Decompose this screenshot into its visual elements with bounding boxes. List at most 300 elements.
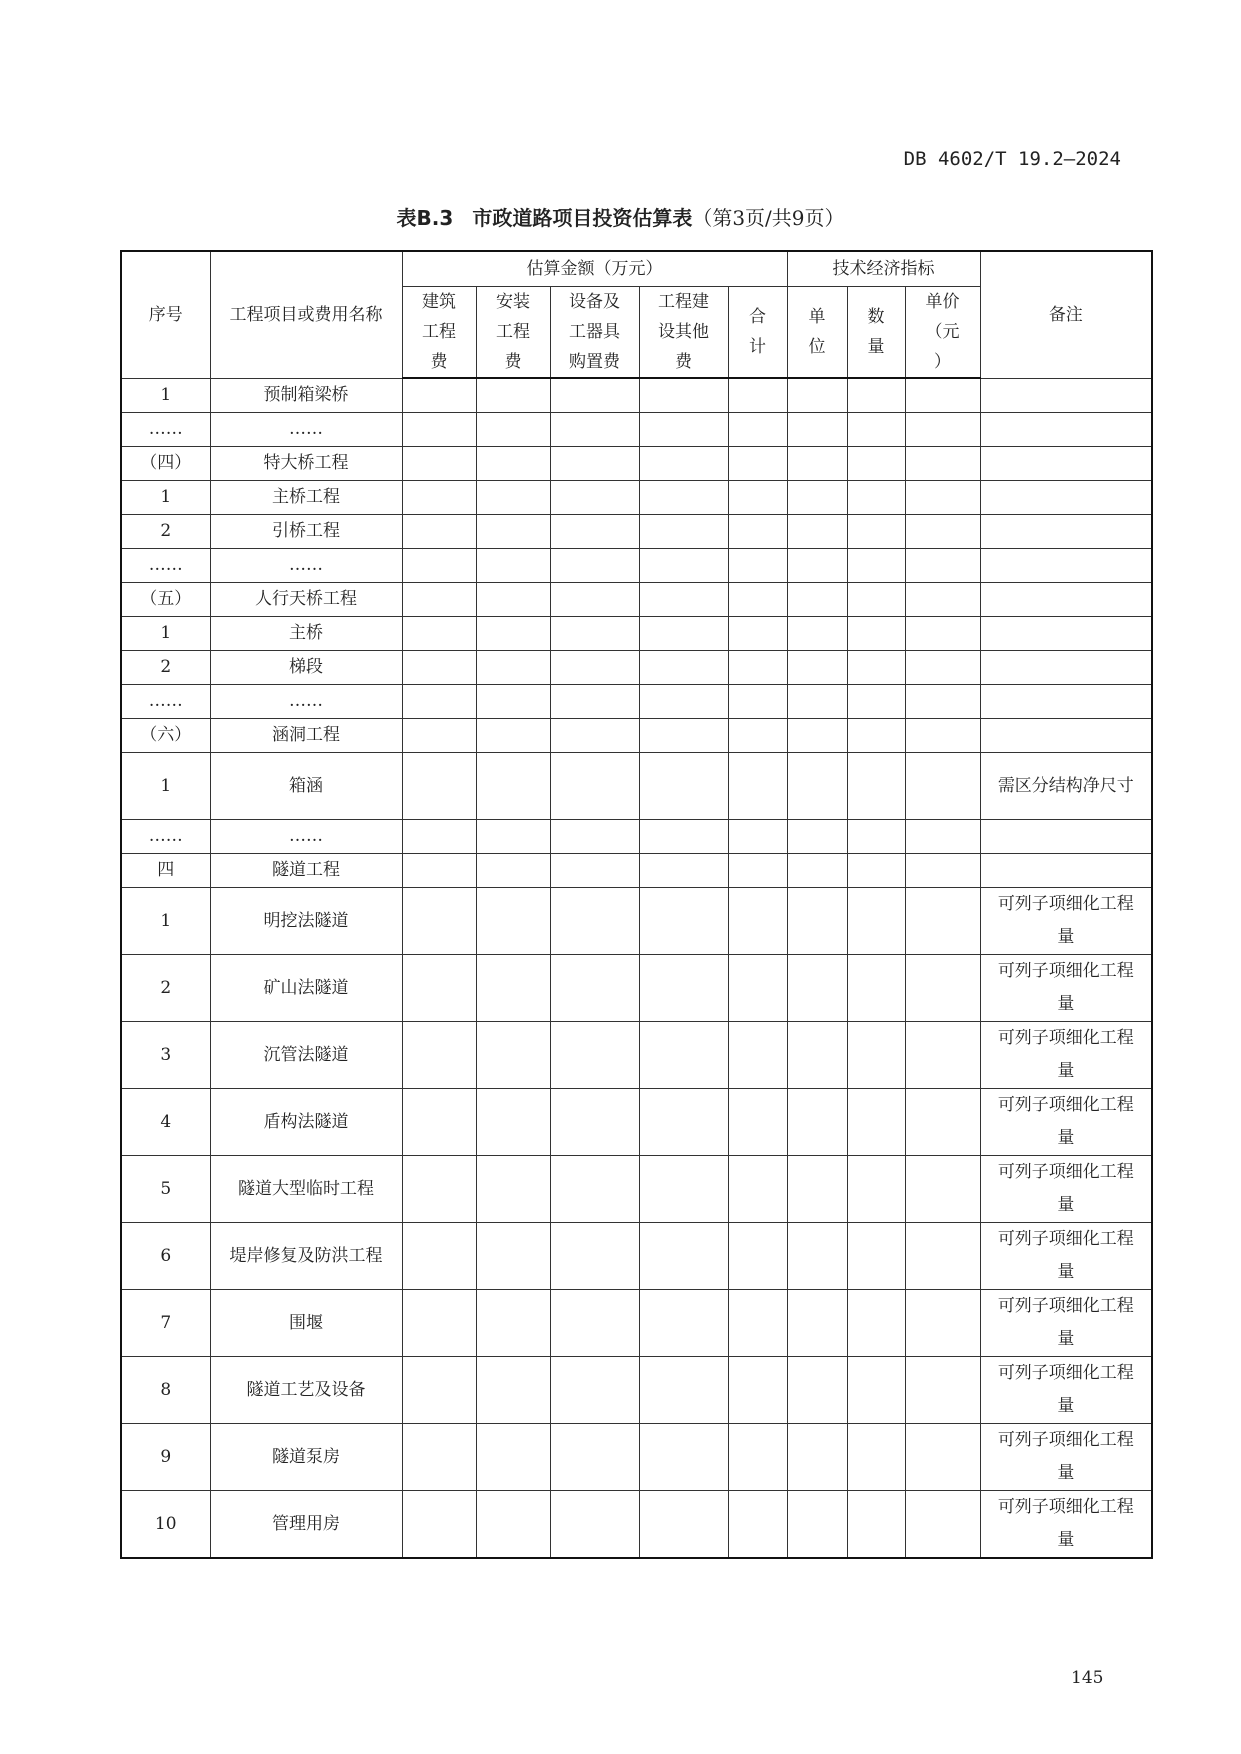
row-name: …… (210, 413, 402, 447)
empty-cell (402, 1223, 476, 1290)
table-row (121, 583, 1152, 617)
row-name: 堤岸修复及防洪工程 (210, 1223, 402, 1290)
row-name: 隧道工程 (210, 854, 402, 888)
empty-cell (476, 515, 550, 549)
row-seq: 10 (121, 1491, 210, 1559)
empty-cell (402, 481, 476, 515)
empty-cell (402, 1424, 476, 1491)
row-seq: 2 (121, 955, 210, 1022)
table-row (121, 515, 1152, 549)
row-seq: …… (121, 685, 210, 719)
empty-cell (728, 651, 787, 685)
empty-cell (728, 481, 787, 515)
empty-cell (787, 1424, 847, 1491)
empty-cell (728, 719, 787, 753)
empty-cell (402, 1290, 476, 1357)
row-name: 隧道工艺及设备 (210, 1357, 402, 1424)
empty-cell (905, 820, 980, 854)
row-remark: 可列子项细化工程量 (980, 1156, 1152, 1223)
empty-cell (639, 651, 728, 685)
row-name: …… (210, 549, 402, 583)
empty-cell (550, 413, 639, 447)
empty-cell (728, 378, 787, 413)
header-cost-col: 合 计 (728, 287, 787, 379)
row-seq: 2 (121, 515, 210, 549)
investment-estimate-table (120, 250, 1153, 1559)
table-row (121, 549, 1152, 583)
row-remark: 可列子项细化工程量 (980, 1022, 1152, 1089)
row-seq: 3 (121, 1022, 210, 1089)
empty-cell (402, 820, 476, 854)
empty-cell (728, 955, 787, 1022)
empty-cell (476, 481, 550, 515)
empty-cell (639, 549, 728, 583)
row-name: 引桥工程 (210, 515, 402, 549)
empty-cell (639, 447, 728, 481)
empty-cell (639, 1491, 728, 1559)
row-remark (980, 481, 1152, 515)
row-remark (980, 719, 1152, 753)
empty-cell (728, 1491, 787, 1559)
page-number: 145 (1071, 1668, 1104, 1688)
empty-cell (728, 1089, 787, 1156)
table-row (121, 1357, 1152, 1424)
table-row (121, 685, 1152, 719)
empty-cell (905, 1357, 980, 1424)
empty-cell (639, 617, 728, 651)
empty-cell (905, 1156, 980, 1223)
empty-cell (905, 955, 980, 1022)
empty-cell (639, 1156, 728, 1223)
row-remark (980, 820, 1152, 854)
header-tech-col: 数 量 (847, 287, 905, 379)
document-id: DB 4602/T 19.2—2024 (903, 148, 1121, 170)
row-name: 隧道大型临时工程 (210, 1156, 402, 1223)
row-seq: 1 (121, 617, 210, 651)
empty-cell (787, 1491, 847, 1559)
empty-cell (847, 617, 905, 651)
empty-cell (476, 549, 550, 583)
header-cost-col: 安装 工程 费 (476, 287, 550, 379)
header-remark: 备注 (980, 251, 1152, 378)
empty-cell (847, 1089, 905, 1156)
empty-cell (402, 854, 476, 888)
empty-cell (550, 1290, 639, 1357)
header-tech-col: 单 位 (787, 287, 847, 379)
empty-cell (550, 685, 639, 719)
empty-cell (550, 1491, 639, 1559)
row-seq: 5 (121, 1156, 210, 1223)
header-tech-col: 单价 （元 ） (905, 287, 980, 379)
empty-cell (550, 549, 639, 583)
empty-cell (728, 549, 787, 583)
row-remark: 可列子项细化工程量 (980, 1290, 1152, 1357)
empty-cell (787, 1089, 847, 1156)
table-row (121, 1089, 1152, 1156)
row-name: …… (210, 820, 402, 854)
empty-cell (905, 1089, 980, 1156)
row-remark (980, 854, 1152, 888)
table-row (121, 651, 1152, 685)
row-remark (980, 549, 1152, 583)
empty-cell (905, 378, 980, 413)
empty-cell (847, 549, 905, 583)
empty-cell (476, 1089, 550, 1156)
empty-cell (639, 1089, 728, 1156)
empty-cell (639, 1022, 728, 1089)
row-remark: 可列子项细化工程量 (980, 955, 1152, 1022)
empty-cell (402, 685, 476, 719)
empty-cell (905, 515, 980, 549)
empty-cell (476, 1491, 550, 1559)
row-seq: 1 (121, 888, 210, 955)
empty-cell (402, 413, 476, 447)
empty-cell (550, 1223, 639, 1290)
row-seq: 1 (121, 378, 210, 413)
empty-cell (905, 1290, 980, 1357)
empty-cell (905, 583, 980, 617)
row-remark: 可列子项细化工程量 (980, 1491, 1152, 1559)
empty-cell (476, 854, 550, 888)
empty-cell (787, 820, 847, 854)
row-remark (980, 378, 1152, 413)
empty-cell (728, 753, 787, 820)
header-seq: 序号 (121, 251, 210, 378)
row-seq: 1 (121, 481, 210, 515)
empty-cell (787, 617, 847, 651)
row-remark (980, 413, 1152, 447)
empty-cell (847, 1357, 905, 1424)
empty-cell (402, 1089, 476, 1156)
table-row (121, 753, 1152, 820)
table-name: 市政道路项目投资估算表 (472, 206, 693, 230)
row-name: 围堰 (210, 1290, 402, 1357)
empty-cell (476, 955, 550, 1022)
empty-cell (847, 820, 905, 854)
empty-cell (787, 378, 847, 413)
row-name: 特大桥工程 (210, 447, 402, 481)
table-row (121, 1424, 1152, 1491)
empty-cell (787, 651, 847, 685)
empty-cell (402, 583, 476, 617)
table-row (121, 447, 1152, 481)
row-name: 明挖法隧道 (210, 888, 402, 955)
empty-cell (728, 888, 787, 955)
empty-cell (905, 753, 980, 820)
empty-cell (787, 515, 847, 549)
empty-cell (402, 719, 476, 753)
row-name: 主桥工程 (210, 481, 402, 515)
table-row (121, 820, 1152, 854)
empty-cell (787, 583, 847, 617)
empty-cell (905, 854, 980, 888)
table-row (121, 854, 1152, 888)
empty-cell (905, 447, 980, 481)
row-name: …… (210, 685, 402, 719)
empty-cell (550, 854, 639, 888)
row-remark (980, 515, 1152, 549)
empty-cell (639, 413, 728, 447)
table-row (121, 413, 1152, 447)
empty-cell (550, 515, 639, 549)
row-name: 沉管法隧道 (210, 1022, 402, 1089)
row-name: 预制箱梁桥 (210, 378, 402, 413)
empty-cell (728, 583, 787, 617)
empty-cell (787, 549, 847, 583)
header-tech-group: 技术经济指标 (787, 251, 980, 287)
empty-cell (905, 1424, 980, 1491)
empty-cell (847, 447, 905, 481)
empty-cell (847, 1290, 905, 1357)
table-label: 表B.3 (396, 206, 454, 230)
empty-cell (847, 481, 905, 515)
row-name: 人行天桥工程 (210, 583, 402, 617)
table-row (121, 481, 1152, 515)
row-name: 盾构法隧道 (210, 1089, 402, 1156)
empty-cell (639, 719, 728, 753)
empty-cell (787, 955, 847, 1022)
row-name: 矿山法隧道 (210, 955, 402, 1022)
empty-cell (402, 378, 476, 413)
row-remark: 需区分结构净尺寸 (980, 753, 1152, 820)
row-name: 箱涵 (210, 753, 402, 820)
empty-cell (550, 719, 639, 753)
empty-cell (476, 820, 550, 854)
empty-cell (905, 719, 980, 753)
row-seq: 9 (121, 1424, 210, 1491)
empty-cell (639, 481, 728, 515)
empty-cell (728, 1022, 787, 1089)
header-cost-group: 估算金额（万元） (402, 251, 787, 287)
empty-cell (639, 820, 728, 854)
empty-cell (905, 888, 980, 955)
empty-cell (550, 1089, 639, 1156)
row-remark: 可列子项细化工程量 (980, 888, 1152, 955)
empty-cell (402, 549, 476, 583)
empty-cell (787, 481, 847, 515)
row-seq: …… (121, 413, 210, 447)
empty-cell (787, 685, 847, 719)
empty-cell (787, 1156, 847, 1223)
empty-cell (476, 1290, 550, 1357)
empty-cell (402, 753, 476, 820)
row-seq: （六） (121, 719, 210, 753)
empty-cell (847, 1424, 905, 1491)
table-page-info: （第3页/共9页） (692, 206, 845, 230)
table-title (0, 202, 1241, 231)
row-remark: 可列子项细化工程量 (980, 1357, 1152, 1424)
row-seq: …… (121, 820, 210, 854)
row-remark: 可列子项细化工程量 (980, 1424, 1152, 1491)
row-name: 隧道泵房 (210, 1424, 402, 1491)
table-row (121, 1223, 1152, 1290)
empty-cell (905, 1491, 980, 1559)
empty-cell (905, 685, 980, 719)
empty-cell (847, 854, 905, 888)
empty-cell (476, 685, 550, 719)
empty-cell (550, 1424, 639, 1491)
empty-cell (550, 1357, 639, 1424)
empty-cell (550, 378, 639, 413)
table-row (121, 1156, 1152, 1223)
empty-cell (476, 753, 550, 820)
empty-cell (787, 447, 847, 481)
empty-cell (728, 820, 787, 854)
empty-cell (639, 1424, 728, 1491)
row-seq: …… (121, 549, 210, 583)
row-name: 涵洞工程 (210, 719, 402, 753)
empty-cell (550, 753, 639, 820)
row-seq: 6 (121, 1223, 210, 1290)
row-seq: 7 (121, 1290, 210, 1357)
empty-cell (905, 413, 980, 447)
empty-cell (550, 583, 639, 617)
empty-cell (787, 1357, 847, 1424)
empty-cell (550, 820, 639, 854)
empty-cell (402, 617, 476, 651)
empty-cell (476, 1156, 550, 1223)
empty-cell (550, 447, 639, 481)
table-row (121, 888, 1152, 955)
empty-cell (847, 378, 905, 413)
header-cost-col: 建筑 工程 费 (402, 287, 476, 379)
empty-cell (905, 651, 980, 685)
row-remark (980, 447, 1152, 481)
empty-cell (402, 1357, 476, 1424)
row-remark (980, 583, 1152, 617)
empty-cell (728, 617, 787, 651)
row-remark: 可列子项细化工程量 (980, 1089, 1152, 1156)
header-name: 工程项目或费用名称 (210, 251, 402, 378)
table-row (121, 617, 1152, 651)
empty-cell (847, 753, 905, 820)
empty-cell (550, 1156, 639, 1223)
header-cost-col: 工程建 设其他 费 (639, 287, 728, 379)
empty-cell (402, 1156, 476, 1223)
empty-cell (847, 888, 905, 955)
row-seq: 1 (121, 753, 210, 820)
empty-cell (402, 651, 476, 685)
row-remark (980, 685, 1152, 719)
empty-cell (847, 651, 905, 685)
row-name: 梯段 (210, 651, 402, 685)
empty-cell (402, 955, 476, 1022)
row-name: 管理用房 (210, 1491, 402, 1559)
empty-cell (476, 378, 550, 413)
empty-cell (639, 888, 728, 955)
empty-cell (550, 955, 639, 1022)
empty-cell (847, 1223, 905, 1290)
empty-cell (550, 888, 639, 955)
empty-cell (639, 515, 728, 549)
empty-cell (728, 854, 787, 888)
row-seq: 4 (121, 1089, 210, 1156)
empty-cell (728, 1223, 787, 1290)
empty-cell (847, 1156, 905, 1223)
empty-cell (847, 413, 905, 447)
empty-cell (639, 1290, 728, 1357)
empty-cell (476, 651, 550, 685)
row-seq: （五） (121, 583, 210, 617)
empty-cell (787, 413, 847, 447)
empty-cell (728, 1424, 787, 1491)
empty-cell (476, 1424, 550, 1491)
empty-cell (476, 413, 550, 447)
empty-cell (847, 955, 905, 1022)
empty-cell (728, 413, 787, 447)
table-row (121, 378, 1152, 413)
empty-cell (847, 1491, 905, 1559)
empty-cell (847, 1022, 905, 1089)
empty-cell (476, 583, 550, 617)
empty-cell (787, 719, 847, 753)
empty-cell (639, 1223, 728, 1290)
empty-cell (905, 1022, 980, 1089)
empty-cell (476, 1223, 550, 1290)
empty-cell (847, 719, 905, 753)
empty-cell (639, 1357, 728, 1424)
empty-cell (402, 888, 476, 955)
table-row (121, 719, 1152, 753)
empty-cell (728, 1357, 787, 1424)
table-row (121, 1491, 1152, 1559)
empty-cell (476, 447, 550, 481)
empty-cell (905, 617, 980, 651)
table-row (121, 955, 1152, 1022)
empty-cell (639, 583, 728, 617)
empty-cell (787, 1223, 847, 1290)
empty-cell (476, 888, 550, 955)
empty-cell (550, 617, 639, 651)
empty-cell (847, 583, 905, 617)
row-seq: 四 (121, 854, 210, 888)
row-remark (980, 617, 1152, 651)
empty-cell (550, 651, 639, 685)
row-remark (980, 651, 1152, 685)
row-seq: 2 (121, 651, 210, 685)
empty-cell (787, 854, 847, 888)
empty-cell (476, 1022, 550, 1089)
row-seq: 8 (121, 1357, 210, 1424)
empty-cell (476, 1357, 550, 1424)
empty-cell (905, 481, 980, 515)
row-remark: 可列子项细化工程量 (980, 1223, 1152, 1290)
empty-cell (639, 955, 728, 1022)
empty-cell (402, 515, 476, 549)
empty-cell (787, 1290, 847, 1357)
empty-cell (728, 1290, 787, 1357)
empty-cell (639, 753, 728, 820)
empty-cell (639, 685, 728, 719)
empty-cell (787, 1022, 847, 1089)
empty-cell (728, 447, 787, 481)
empty-cell (550, 481, 639, 515)
empty-cell (847, 515, 905, 549)
empty-cell (476, 719, 550, 753)
empty-cell (905, 549, 980, 583)
empty-cell (402, 447, 476, 481)
empty-cell (550, 1022, 639, 1089)
table-row (121, 1290, 1152, 1357)
empty-cell (787, 888, 847, 955)
empty-cell (639, 854, 728, 888)
empty-cell (847, 685, 905, 719)
table-row (121, 1022, 1152, 1089)
empty-cell (905, 1223, 980, 1290)
empty-cell (787, 753, 847, 820)
empty-cell (728, 1156, 787, 1223)
empty-cell (476, 617, 550, 651)
